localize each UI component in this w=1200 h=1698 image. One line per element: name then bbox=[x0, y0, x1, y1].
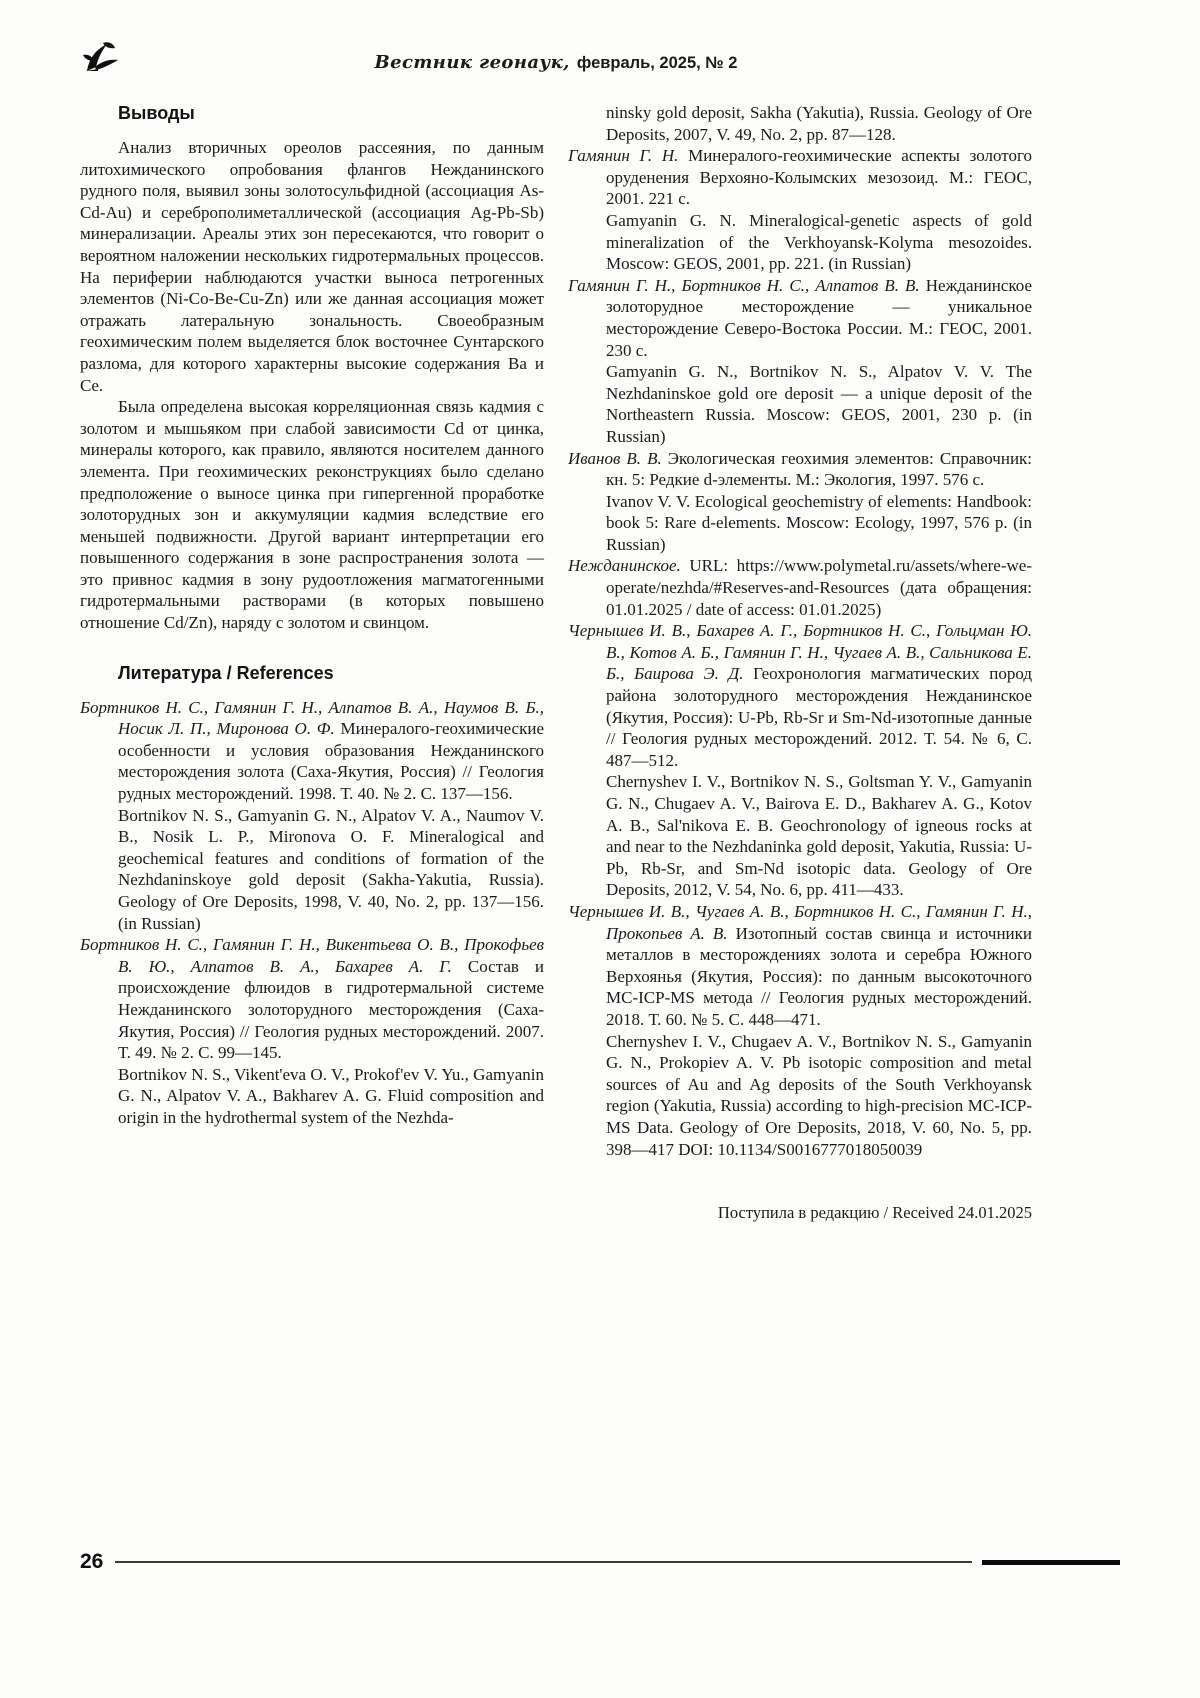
two-column-layout bbox=[80, 102, 1032, 1224]
reference-entry bbox=[80, 934, 544, 1128]
reference-translation: Bortnikov N. S., Vikent'eva O. V., Prokof'ev V. Yu., Gamyanin G. N., Alpatov V. A., Bakharev A. G. Fluid composition and origin in the hydrothermal system of the Nezhda- bbox=[118, 1064, 544, 1127]
conclusions-heading: Выводы bbox=[118, 103, 195, 123]
page-content bbox=[80, 40, 1032, 1224]
reference-authors: Гамянин Г. Н. bbox=[568, 146, 679, 166]
reference-authors: Бортников Н. С., Гамянин Г. Н., Алпатов В. А., Наумов В. Б., Носик Л. П., Миронова О. Ф. bbox=[80, 697, 544, 739]
reference-entry bbox=[568, 620, 1032, 901]
reference-text: Экологическая геохимия элементов: Справочник: кн. 5: Редкие d-элементы. М.: Экология, 1997. 576 с. bbox=[606, 448, 1033, 490]
reference-russian bbox=[568, 555, 1032, 620]
reference-text: Изотопный состав свинца и источники металлов в месторождениях золота и серебра Южного Верхоянья (Якутия, Россия): по данным высокоточного MC-ICP-MS метода // Геология рудных месторождений. 2018. Т. 60. № 5. С. 448—471. bbox=[606, 923, 1033, 1029]
footer-rule-thick bbox=[982, 1560, 1120, 1565]
reference-entry bbox=[568, 145, 1032, 275]
reference-text: Нежданинское золоторудное месторождение — уникальное месторождение Северо-Востока России. М.: ГЕОС, 2001. 230 с. bbox=[606, 275, 1032, 360]
reference-continuation: ninsky gold deposit, Sakha (Yakutia), Russia. Geology of Ore Deposits, 2007, V. 49, No. 2, pp. 87—128. bbox=[606, 103, 1032, 144]
journal-title bbox=[80, 40, 1032, 73]
left-column bbox=[80, 102, 544, 1224]
page-header bbox=[80, 40, 1032, 86]
reference-translation: Gamyanin G. N., Bortnikov N. S., Alpatov V. V. The Nezhdaninskoe gold ore deposit — a unique deposit of the Northeastern Russia. Moscow: GEOS, 2001, 230 p. (in Russian) bbox=[606, 362, 1032, 446]
reference-authors: Чернышев И. В., Бахарев А. Г., Бортников Н. С., Гольцман Ю. В., Котов А. Б., Гамянин Г. Н., Чугаев А. В., Сальникова Е. Б., Баирова Э. Д. bbox=[568, 621, 1032, 684]
reference-entry bbox=[568, 901, 1032, 1160]
right-column bbox=[568, 102, 1032, 1224]
reference-russian bbox=[80, 697, 544, 805]
reference-russian bbox=[568, 275, 1032, 361]
journal-name: Вестник геонаук, bbox=[374, 52, 570, 73]
reference-authors: Нежданинское. bbox=[568, 556, 681, 576]
reference-authors: Бортников Н. С., Гамянин Г. Н., Викентьева О. В., Прокофьев В. Ю., Алпатов В. А., Бахарев А. Г. bbox=[80, 935, 544, 976]
reference-authors: Иванов В. В. bbox=[568, 448, 662, 468]
page-footer bbox=[80, 1550, 1120, 1574]
reference-text: Минералого-геохимические аспекты золотого оруденения Верхояно-Колымских мезозоид. М.: ГЕОС, 2001. 221 с. bbox=[606, 146, 1033, 209]
journal-issue: февраль, 2025, № 2 bbox=[576, 54, 738, 72]
reference-translation: Chernyshev I. V., Chugaev A. V., Bortnikov N. S., Gamyanin G. N., Prokopiev A. V. Pb isotopic composition and metal sources of Au and Ag deposits of the South Verkhoyansk region (Yakutia, Russia) according to high-precision MC-ICP-MS Data. Geology of Ore Deposits, 2018, V. 60, No. 5, pp. 398—417 DOI: 10.1134/S0016777018050039 bbox=[606, 1031, 1032, 1159]
reference-entry bbox=[568, 448, 1032, 556]
reference-authors: Гамянин Г. Н., Бортников Н. С., Алпатов В. В. bbox=[568, 275, 920, 295]
reference-russian bbox=[80, 934, 544, 1064]
reference-translation: Bortnikov N. S., Gamyanin G. N., Alpatov V. A., Naumov V. B., Nosik L. P., Mironova O. F. Mineralogical and geochemical features and conditions of formation of the Nezhdaninskoye gold deposit (Sakha-Yakutia, Russia). Geology of Ore Deposits, 1998, V. 40, No. 2, pp. 137—156. (in Russian) bbox=[118, 805, 544, 933]
reference-text: Геохронология магматических пород района золоторудного месторождения Нежданинское (Якутия, Россия): U-Pb, Rb-Sr и Sm-Nd-изотопные данные // Геология рудных месторождений. 2012. Т. 54. № 6, С. 487—512. bbox=[606, 664, 1032, 770]
reference-russian bbox=[568, 620, 1032, 771]
reference-entry bbox=[568, 555, 1032, 620]
reference-russian bbox=[568, 448, 1032, 491]
reference-translation: Chernyshev I. V., Bortnikov N. S., Goltsman Y. V., Gamyanin G. N., Chugaev A. V., Bairova E. D., Bakharev A. G., Kotov A. B., Sal'nikova E. B. Geochronology of igneous rocks at and near to the Nezhdaninka gold deposit, Yakutia, Russia: U-Pb, Rb-Sr, and Sm-Nd isotopic data. Geology of Ore Deposits, 2012, V. 54, No. 6, pp. 411—433. bbox=[606, 772, 1032, 900]
conclusions-paragraph: Анализ вторичных ореолов рассеяния, по данным литохимического опробования флангов Нежданинского рудного поля, выявил зоны золотосульфидной (ассоциация As-Cd-Au) и сереброполиметаллической (ассоциация Ag-Pb-Sb) минерализации. Ареалы этих зон пересекаются, что говорит о вероятном наложении нескольких гидротермальных процессов. На периферии наблюдаются участки выноса петрогенных элементов (Ni-Co-Be-Cu-Zn) или же данная ассоциация может отражать латеральную зональность. Своеобразным геохимическим полем выделяется блок восточнее Сунтарского разлома, для которого характерны высокие содержания Ba и Ce. bbox=[80, 138, 544, 395]
received-date: Поступила в редакцию / Received 24.01.2025 bbox=[717, 1203, 1032, 1223]
reference-entry bbox=[80, 697, 544, 935]
conclusions-paragraph: Была определена высокая корреляционная связь кадмия с золотом и мышьяком при слабой зависимости Cd от цинка, минералы которого, как правило, являются носителем данного элемента. При геохимических реконструкциях было сделано предположение о выносе цинка при гипергенной проработке золоторудных зон и аккумуляции кадмия вследствие его меньшей подвижности. Другой вариант интерпретации его повышенного содержания в зоне распространения золота — это привнос кадмия в зону рудоотложения магматогенными гидротермальными растворами (в которых повышено отношение Cd/Zn), наряду с золотом и свинцом. bbox=[80, 397, 544, 633]
journal-logo-icon bbox=[80, 40, 120, 81]
reference-text: URL: https://www.polymetal.ru/assets/where-we-operate/nezhda/#Reserves-and-Resources (дата обращения: 01.01.2025 / date of access: 01.01.2025) bbox=[606, 556, 1032, 619]
references-heading: Литература / References bbox=[118, 662, 334, 683]
reference-entry bbox=[568, 275, 1032, 448]
reference-text: Минералого-геохимические особенности и условия образования Нежданинского месторождения золота (Саха-Якутия, Россия) // Геология рудных месторождений. 1998. Т. 40. № 2. С. 137—156. bbox=[118, 719, 545, 804]
reference-russian bbox=[568, 901, 1032, 1031]
reference-translation: Gamyanin G. N. Mineralogical-genetic aspects of gold mineralization of the Verkhoyansk-Kolyma mesozoides. Moscow: GEOS, 2001, pp. 221. (in Russian) bbox=[606, 210, 1032, 274]
reference-translation: Ivanov V. V. Ecological geochemistry of elements: Handbook: book 5: Rare d-elements. Moscow: Ecology, 1997, 576 p. (in Russian) bbox=[606, 491, 1032, 554]
reference-authors: Чернышев И. В., Чугаев А. В., Бортников Н. С., Гамянин Г. Н., Прокопьев А. В. bbox=[568, 901, 1032, 943]
footer-rule bbox=[115, 1561, 972, 1563]
reference-text: Состав и происхождение флюидов в гидротермальной системе Нежданинского золоторудного месторождения (Саха-Якутия, Россия) // Геология рудных месторождений. 2007. Т. 49. № 2. С. 99—145. bbox=[118, 956, 544, 1063]
reference-russian bbox=[568, 145, 1032, 210]
page-number: 26 bbox=[80, 1550, 104, 1573]
